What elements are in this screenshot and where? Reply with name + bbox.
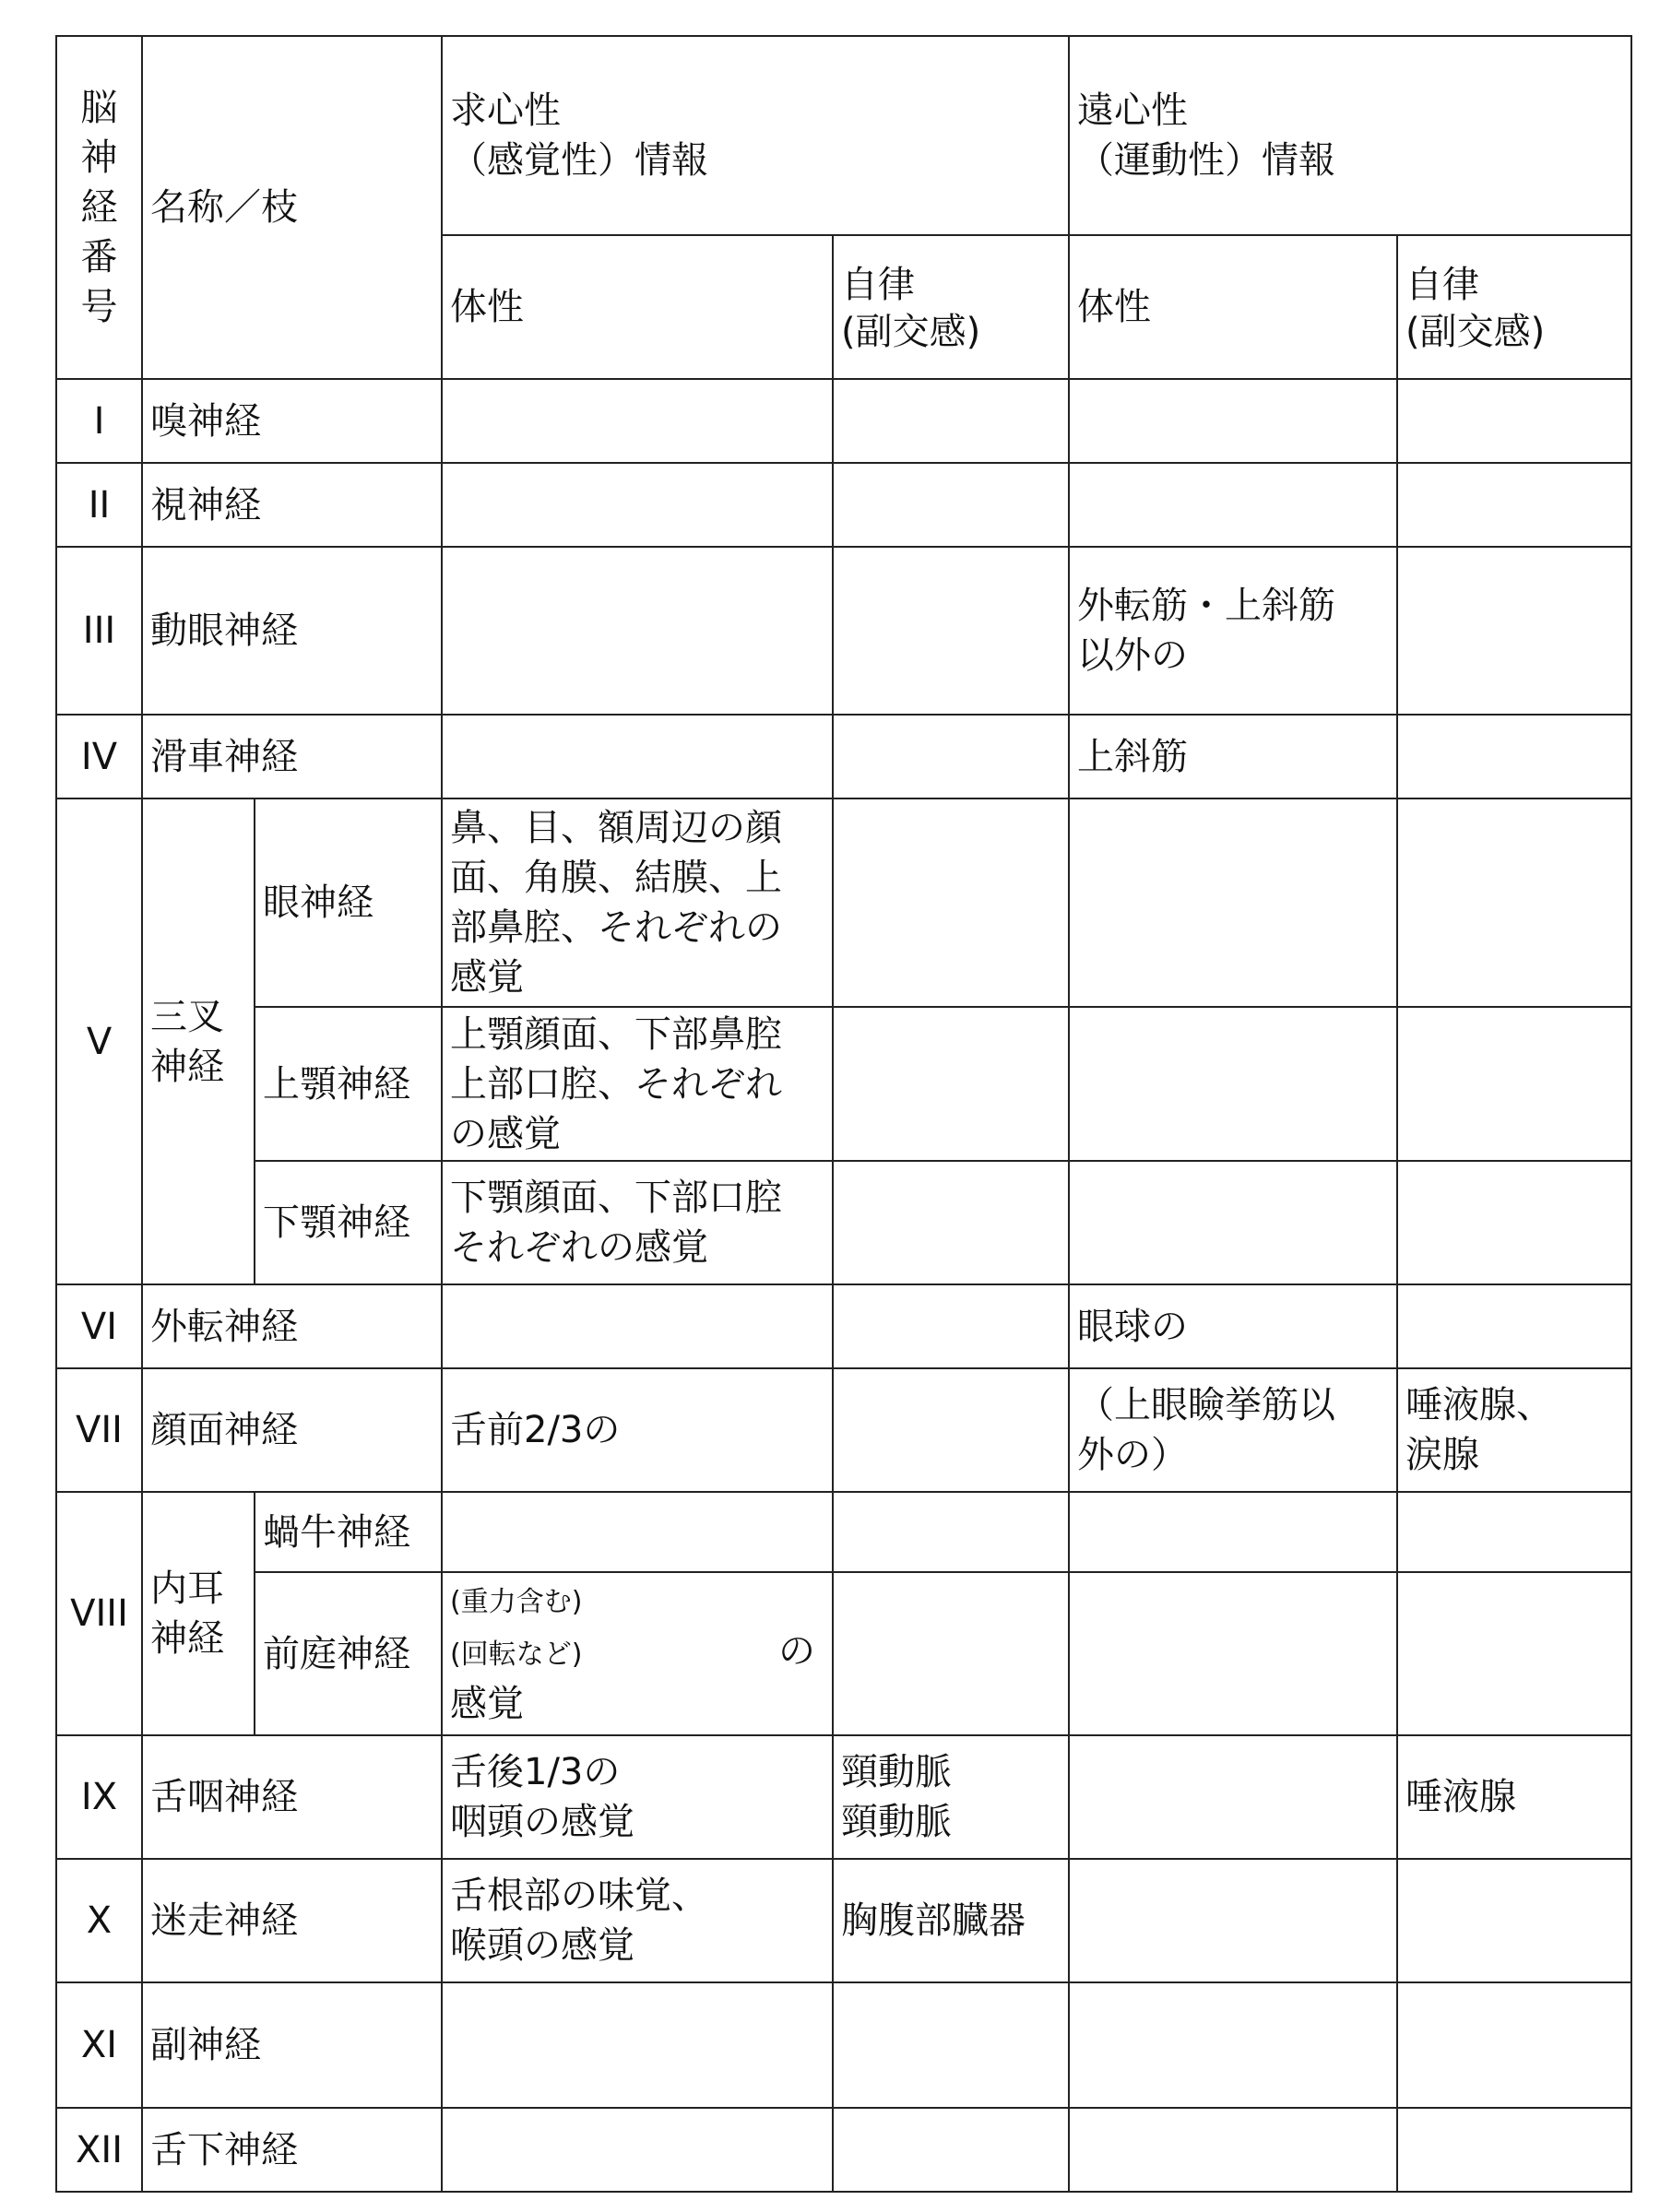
efferent-autonomic-cell — [1397, 379, 1631, 463]
nerve-number: VII — [56, 1368, 142, 1492]
afferent-somatic-cell — [442, 1284, 833, 1368]
afferent-autonomic-cell — [833, 715, 1069, 798]
efferent-autonomic-cell — [1397, 463, 1631, 547]
efferent-somatic-cell: （上眼瞼挙筋以 外の） — [1069, 1368, 1397, 1492]
nerve-row-7 — [56, 1368, 1631, 1492]
afferent-autonomic-cell — [833, 1161, 1069, 1284]
efferent-autonomic-cell — [1397, 1492, 1631, 1572]
afferent-autonomic-cell: 頸動脈 頸動脈 — [833, 1735, 1069, 1859]
nerve-name: 副神経 — [142, 1982, 442, 2108]
afferent-autonomic-cell — [833, 547, 1069, 715]
afferent-somatic-cell — [442, 1982, 833, 2108]
branch-name: 上顎神経 — [255, 1007, 442, 1161]
header-afferent-somatic: 体性 — [442, 235, 833, 379]
nerve-row-11 — [56, 1982, 1631, 2108]
efferent-autonomic-cell — [1397, 1859, 1631, 1982]
afferent-autonomic-cell — [833, 2108, 1069, 2192]
afferent-autonomic-cell — [833, 1007, 1069, 1161]
nerve-number: X — [56, 1859, 142, 1982]
branch-name: 蝸牛神経 — [255, 1492, 442, 1572]
efferent-somatic-cell — [1069, 1735, 1397, 1859]
nerve-row-1 — [56, 379, 1631, 463]
nerve-row-5-branch-2 — [56, 1007, 1631, 1161]
afferent-somatic-cell — [442, 2108, 833, 2192]
efferent-autonomic-cell: 唾液腺、 涙腺 — [1397, 1368, 1631, 1492]
branch-name: 眼神経 — [255, 798, 442, 1007]
efferent-somatic-cell — [1069, 1007, 1397, 1161]
afferent-somatic-cell: 舌後1/3の 咽頭の感覚 — [442, 1735, 833, 1859]
nerve-name: 迷走神経 — [142, 1859, 442, 1982]
nerve-name: 舌下神経 — [142, 2108, 442, 2192]
nerve-row-4 — [56, 715, 1631, 798]
nerve-number: II — [56, 463, 142, 547]
afferent-autonomic-cell — [833, 463, 1069, 547]
branch-name: 前庭神経 — [255, 1572, 442, 1735]
nerve-number: III — [56, 547, 142, 715]
afferent-autonomic-cell — [833, 798, 1069, 1007]
header-afferent-autonomic: 自律 (副交感) — [833, 235, 1069, 379]
afferent-autonomic-cell — [833, 1572, 1069, 1735]
afferent-somatic-cell: 下顎顔面、下部口腔 それぞれの感覚 — [442, 1161, 833, 1284]
nerve-row-2 — [56, 463, 1631, 547]
nerve-row-5-branch-3 — [56, 1161, 1631, 1284]
afferent-somatic-cell — [442, 379, 833, 463]
afferent-autonomic-cell — [833, 1492, 1069, 1572]
efferent-somatic-cell — [1069, 1859, 1397, 1982]
nerve-row-6 — [56, 1284, 1631, 1368]
nerve-name: 滑車神経 — [142, 715, 442, 798]
afferent-somatic-cell: 鼻、目、額周辺の顔 面、角膜、結膜、上 部鼻腔、それぞれの 感覚 — [442, 798, 833, 1007]
nerve-name: 内耳 神経 — [142, 1492, 255, 1735]
nerve-name: 三叉 神経 — [142, 798, 255, 1284]
efferent-autonomic-cell — [1397, 2108, 1631, 2192]
nerve-row-8-branch-1 — [56, 1492, 1631, 1572]
efferent-autonomic-cell — [1397, 1284, 1631, 1368]
efferent-autonomic-cell — [1397, 1572, 1631, 1735]
nerve-name: 舌咽神経 — [142, 1735, 442, 1859]
cranial-nerve-table — [55, 35, 1632, 2193]
efferent-somatic-cell — [1069, 2108, 1397, 2192]
afferent-somatic-cell: 舌根部の味覚、 喉頭の感覚 — [442, 1859, 833, 1982]
afferent-somatic-cell — [442, 547, 833, 715]
nerve-name: 視神経 — [142, 463, 442, 547]
efferent-somatic-cell — [1069, 379, 1397, 463]
header-efferent: 遠心性 （運動性）情報 — [1069, 36, 1631, 235]
nerve-number: V — [56, 798, 142, 1284]
efferent-autonomic-cell — [1397, 798, 1631, 1007]
efferent-somatic-cell — [1069, 1492, 1397, 1572]
nerve-name: 顔面神経 — [142, 1368, 442, 1492]
efferent-autonomic-cell — [1397, 715, 1631, 798]
header-name-branch: 名称／枝 — [142, 36, 442, 379]
nerve-number: XI — [56, 1982, 142, 2108]
efferent-somatic-cell — [1069, 1982, 1397, 2108]
nerve-number: VIII — [56, 1492, 142, 1735]
efferent-somatic-cell: 眼球の — [1069, 1284, 1397, 1368]
efferent-somatic-cell: 外転筋・上斜筋 以外の — [1069, 547, 1397, 715]
afferent-somatic-cell: 舌前2/3の — [442, 1368, 833, 1492]
header-row-1 — [56, 36, 1631, 235]
afferent-somatic-cell: (重力含む) (回転など) の 感覚 — [442, 1572, 833, 1735]
efferent-autonomic-cell — [1397, 547, 1631, 715]
afferent-autonomic-cell: 胸腹部臓器 — [833, 1859, 1069, 1982]
nerve-row-10 — [56, 1859, 1631, 1982]
nerve-number: IV — [56, 715, 142, 798]
nerve-row-9 — [56, 1735, 1631, 1859]
header-efferent-autonomic: 自律 (副交感) — [1397, 235, 1631, 379]
efferent-somatic-cell — [1069, 1161, 1397, 1284]
afferent-autonomic-cell — [833, 1284, 1069, 1368]
afferent-autonomic-cell — [833, 379, 1069, 463]
afferent-somatic-cell — [442, 715, 833, 798]
nerve-number: I — [56, 379, 142, 463]
afferent-somatic-cell — [442, 1492, 833, 1572]
efferent-autonomic-cell — [1397, 1161, 1631, 1284]
afferent-somatic-cell: 上顎顔面、下部鼻腔 上部口腔、それぞれ の感覚 — [442, 1007, 833, 1161]
nerve-number: XII — [56, 2108, 142, 2192]
efferent-somatic-cell: 上斜筋 — [1069, 715, 1397, 798]
header-nerve-number: 脳 神 経 番 号 — [56, 36, 142, 379]
nerve-name: 嗅神経 — [142, 379, 442, 463]
nerve-number: IX — [56, 1735, 142, 1859]
nerve-row-3 — [56, 547, 1631, 715]
header-afferent: 求心性 （感覚性）情報 — [442, 36, 1069, 235]
nerve-row-5-branch-1 — [56, 798, 1631, 1007]
afferent-autonomic-cell — [833, 1982, 1069, 2108]
nerve-name: 外転神経 — [142, 1284, 442, 1368]
efferent-autonomic-cell — [1397, 1982, 1631, 2108]
afferent-somatic-cell — [442, 463, 833, 547]
efferent-somatic-cell — [1069, 798, 1397, 1007]
efferent-autonomic-cell: 唾液腺 — [1397, 1735, 1631, 1859]
efferent-somatic-cell — [1069, 463, 1397, 547]
nerve-row-8-branch-2 — [56, 1572, 1631, 1735]
branch-name: 下顎神経 — [255, 1161, 442, 1284]
nerve-name: 動眼神経 — [142, 547, 442, 715]
efferent-somatic-cell — [1069, 1572, 1397, 1735]
nerve-number: VI — [56, 1284, 142, 1368]
efferent-autonomic-cell — [1397, 1007, 1631, 1161]
nerve-row-12 — [56, 2108, 1631, 2192]
afferent-autonomic-cell — [833, 1368, 1069, 1492]
header-efferent-somatic: 体性 — [1069, 235, 1397, 379]
